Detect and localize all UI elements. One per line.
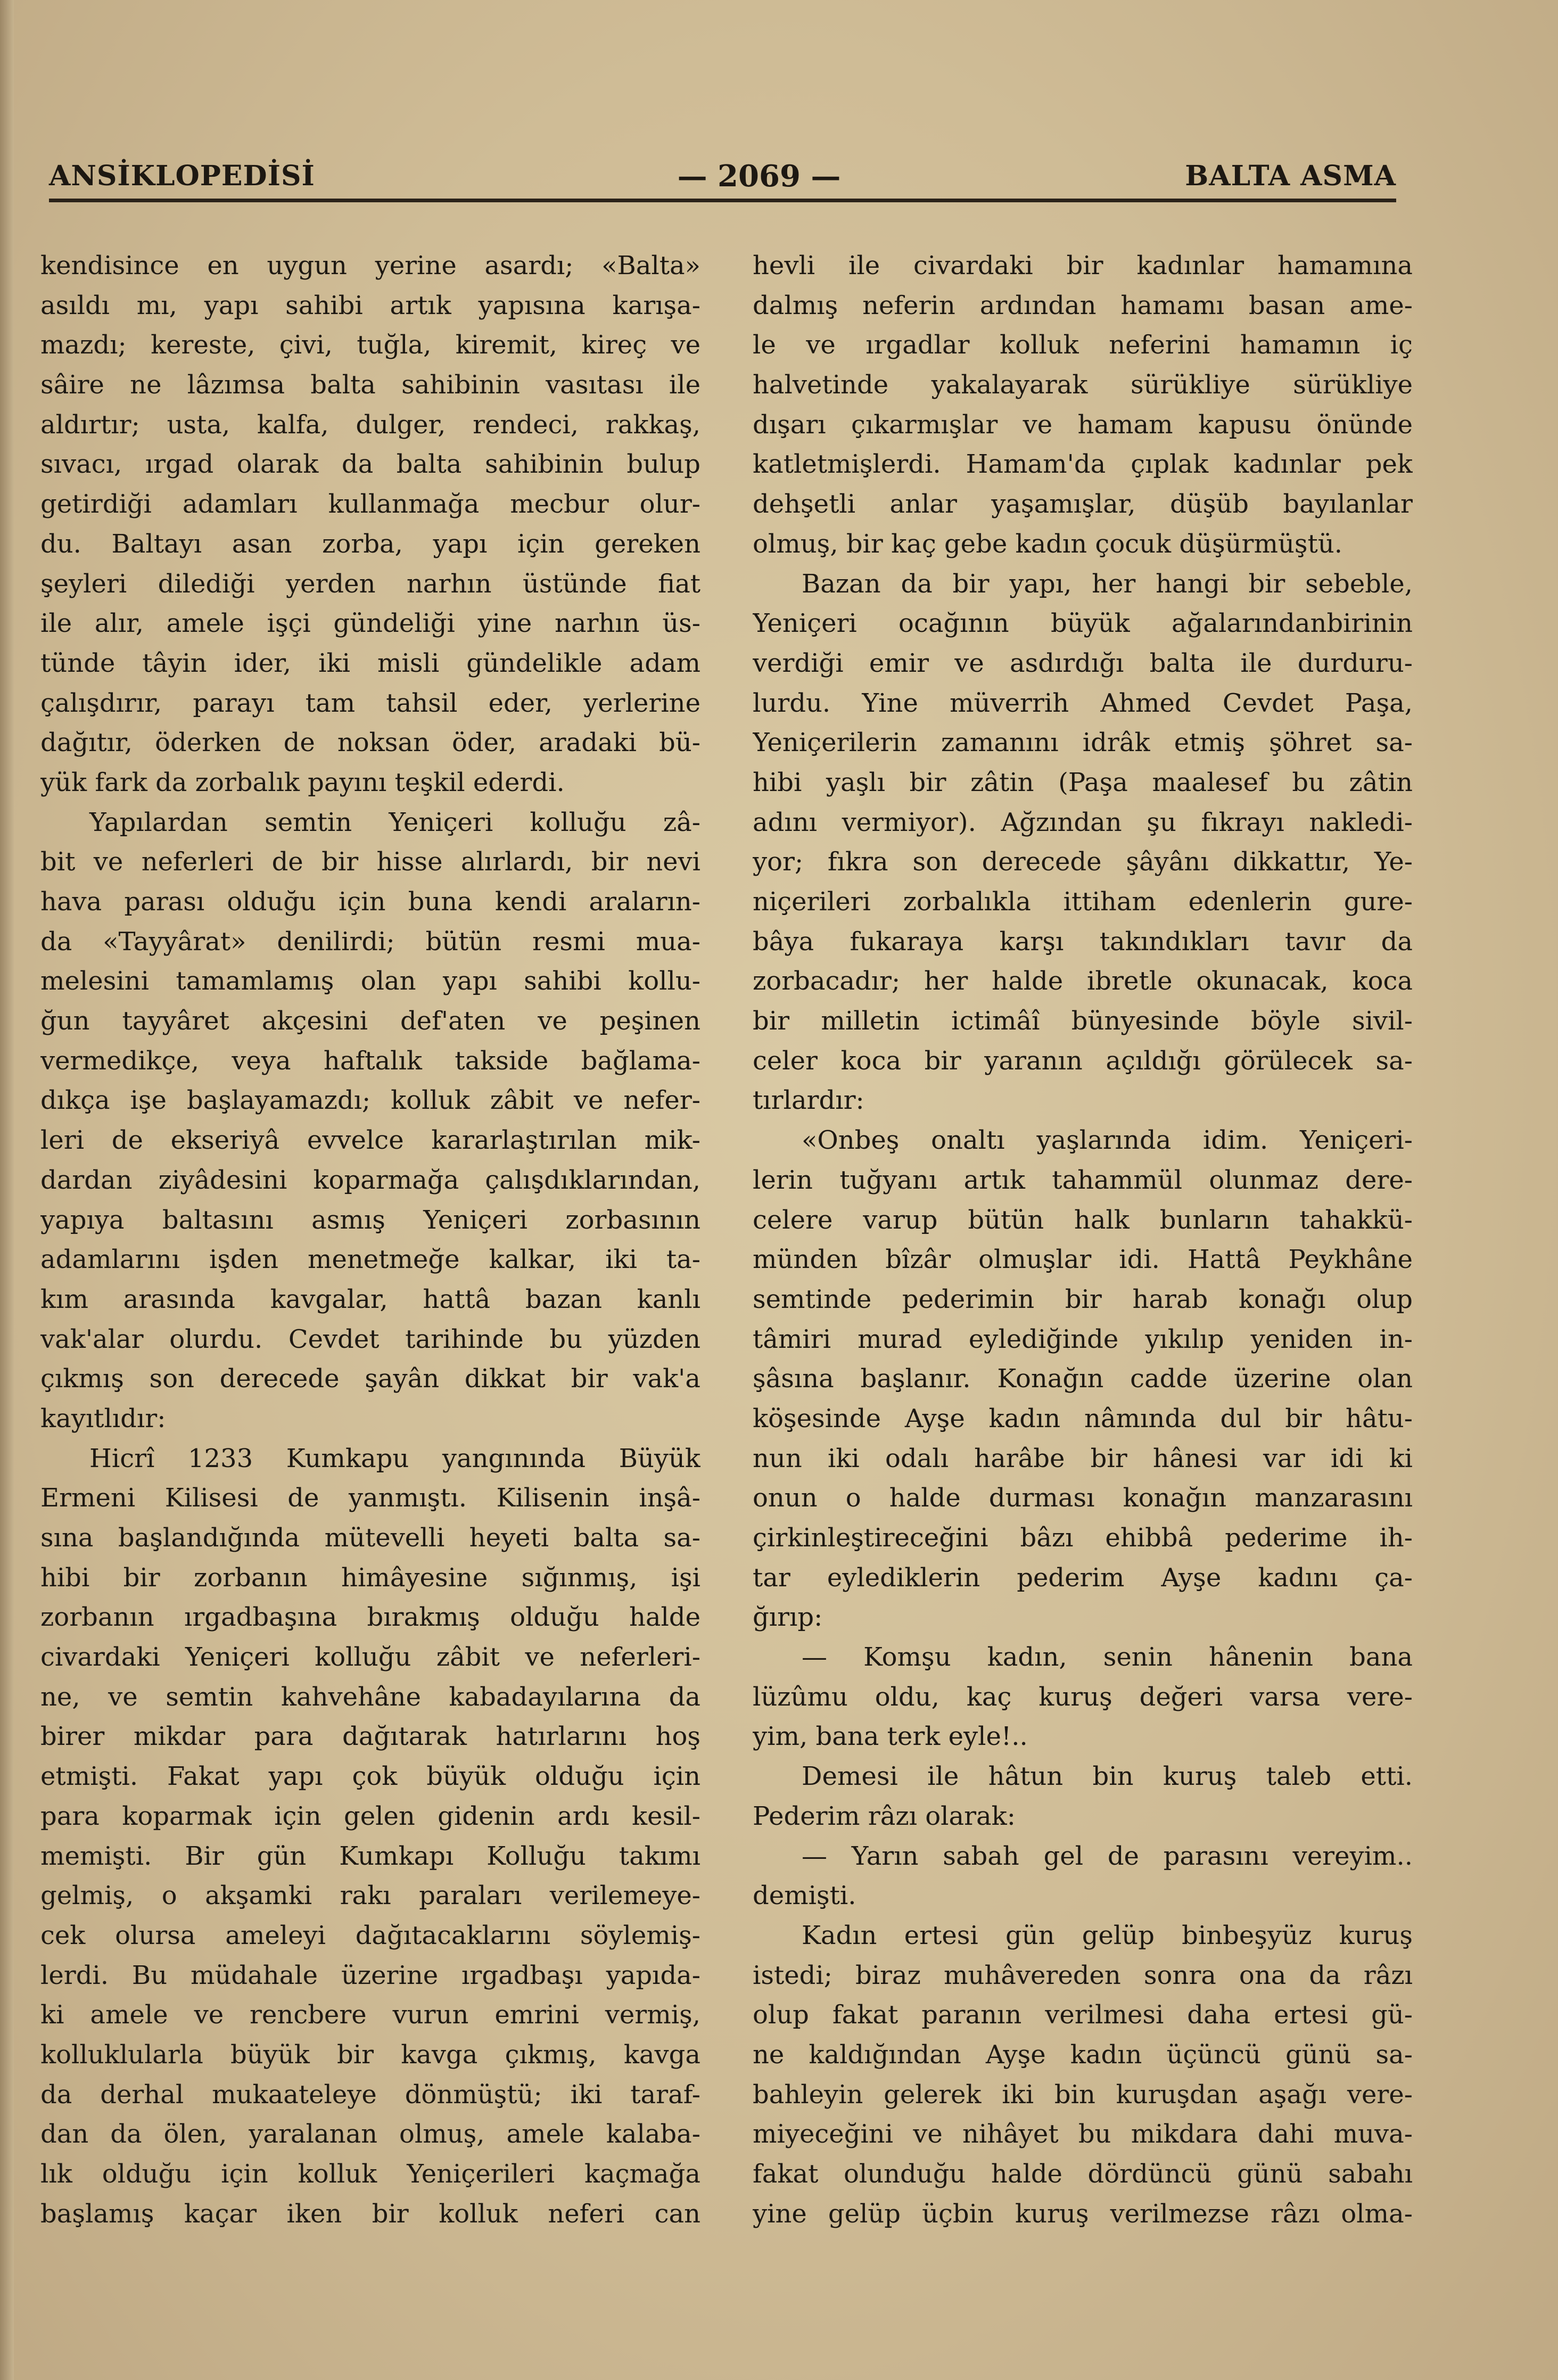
text-line: şeyleri dilediği yerden narhın üstünde fiat xyxy=(40,569,700,599)
text-line: dan da ölen, yaralanan olmuş, amele kalaba- xyxy=(40,2119,700,2150)
text-line: münden bîzâr olmuşlar idi. Hattâ Peykhâne xyxy=(753,1245,1413,1275)
text-line: mazdı; kereste, çivi, tuğla, kiremit, kireç ve xyxy=(40,330,700,360)
header-right-title: BALTA ASMA xyxy=(1185,160,1396,192)
text-line: sına başlandığında mütevelli heyeti balta sa- xyxy=(40,1523,700,1553)
text-line: civardaki Yeniçeri kolluğu zâbit ve neferleri- xyxy=(40,1642,700,1673)
text-line: sâire ne lâzımsa balta sahibinin vasıtası ile xyxy=(40,370,700,400)
text-line: yor; fıkra son derecede şâyânı dikkattır, Ye- xyxy=(753,847,1413,877)
text-line: yapıya baltasını asmış Yeniçeri zorbasının xyxy=(40,1205,700,1235)
text-line: nun iki odalı harâbe bir hânesi var idi ki xyxy=(753,1443,1413,1473)
text-line: kolluklularla büyük bir kavga çıkmış, kavga xyxy=(40,2039,700,2070)
paragraph-end-line: tırlardır: xyxy=(753,1085,864,1116)
text-line: bir milletin ictimâî bünyesinde böyle sivil- xyxy=(753,1006,1413,1036)
text-line: fakat olunduğu halde dördüncü günü sabahı xyxy=(753,2159,1413,2189)
text-line: celer koca bir yaranın açıldığı görülecek sa- xyxy=(753,1045,1413,1076)
text-line: zorbanın ırgadbaşına bırakmış olduğu halde xyxy=(40,1602,700,1633)
header-left-title: ANSİKLOPEDİSİ xyxy=(49,160,315,192)
text-line: dardan ziyâdesini koparmağa çalışdıklarından, xyxy=(40,1165,700,1195)
text-line: Hicrî 1233 Kumkapu yangınında Büyük xyxy=(89,1443,700,1473)
paragraph-end-line: kayıtlıdır: xyxy=(40,1403,166,1434)
text-line: ile alır, amele işçi gündeliği yine narhın üs- xyxy=(40,608,700,639)
text-line: Demesi ile hâtun bin kuruş taleb etti. xyxy=(802,1761,1413,1792)
text-line: hibi bir zorbanın himâyesine sığınmış, işi xyxy=(40,1562,700,1593)
text-line: adını vermiyor). Ağzından şu fıkrayı nakledi- xyxy=(753,807,1413,837)
text-line: ne kaldığından Ayşe kadın üçüncü günü sa- xyxy=(753,2039,1413,2070)
text-line: lurdu. Yine müverrih Ahmed Cevdet Paşa, xyxy=(753,688,1413,718)
paragraph-end-line: olmuş, bir kaç gebe kadın çocuk düşürmüştü. xyxy=(753,529,1343,559)
page-number: — 2069 — xyxy=(677,159,841,194)
text-line: bahleyin gelerek iki bin kuruşdan aşağı vere- xyxy=(753,2079,1413,2110)
text-line: lüzûmu oldu, kaç kuruş değeri varsa vere- xyxy=(753,1682,1413,1712)
text-line: yine gelüp üçbin kuruş verilmezse râzı olma- xyxy=(753,2198,1413,2229)
text-line: çirkinleştireceğini bâzı ehibbâ pederime ih- xyxy=(753,1523,1413,1553)
text-line: Kadın ertesi gün gelüp binbeşyüz kuruş xyxy=(802,1920,1413,1950)
text-line: Yeniçerilerin zamanını idrâk etmiş şöhret sa- xyxy=(753,728,1413,758)
text-line: para koparmak için gelen gidenin ardı kesil- xyxy=(40,1801,700,1831)
paragraph-end-line: Pederim râzı olarak: xyxy=(753,1801,1016,1831)
text-line: bit ve neferleri de bir hisse alırlardı, bir nevi xyxy=(40,847,700,877)
text-line: Ermeni Kilisesi de yanmıştı. Kilisenin inşâ- xyxy=(40,1483,700,1513)
text-line: tâmiri murad eylediğinde yıkılıp yeniden in- xyxy=(753,1324,1413,1354)
text-line: lerin tuğyanı artık tahammül olunmaz dere- xyxy=(753,1165,1413,1195)
text-line: tar eylediklerin pederim Ayşe kadını ça- xyxy=(753,1562,1413,1593)
text-line: dehşetli anlar yaşamışlar, düşüb bayılanlar xyxy=(753,489,1413,520)
text-line: hibi yaşlı bir zâtin (Paşa maalesef bu zâtin xyxy=(753,767,1413,797)
text-line: semtinde pederimin bir harab konağı olup xyxy=(753,1284,1413,1314)
text-line: verdiği emir ve asdırdığı balta ile durduru- xyxy=(753,648,1413,678)
text-line: istedi; biraz muhâvereden sonra ona da râzı xyxy=(753,1960,1413,1990)
text-line: «Onbeş onaltı yaşlarında idim. Yeniçeri- xyxy=(802,1125,1413,1156)
text-line: birer mikdar para dağıtarak hatırlarını hoş xyxy=(40,1722,700,1752)
text-line: asıldı mı, yapı sahibi artık yapısına karışa- xyxy=(40,290,700,320)
text-line: du. Baltayı asan zorba, yapı için gereken xyxy=(40,529,700,559)
text-line: aldırtır; usta, kalfa, dulger, rendeci, rakkaş, xyxy=(40,409,700,440)
text-line: katletmişlerdi. Hamam'da çıplak kadınlar pek xyxy=(753,449,1413,480)
text-line: — Yarın sabah gel de parasını vereyim.. xyxy=(802,1841,1413,1871)
running-header xyxy=(0,0,1558,213)
text-line: tünde tâyin ider, iki misli gündelikle adam xyxy=(40,648,700,678)
paragraph-end-line: yük fark da zorbalık payını teşkil ederdi. xyxy=(40,767,565,797)
text-line: hava parası olduğu için buna kendi araların- xyxy=(40,887,700,917)
text-line: — Komşu kadın, senin hânenin bana xyxy=(802,1642,1413,1673)
text-line: kım arasında kavgalar, hattâ bazan kanlı xyxy=(40,1284,700,1314)
text-line: vermedikçe, veya haftalık takside bağlama- xyxy=(40,1045,700,1076)
text-line: da «Tayyârat» denilirdi; bütün resmi mua- xyxy=(40,926,700,957)
text-line: ki amele ve rencbere vurun emrini vermiş, xyxy=(40,2000,700,2030)
text-line: melesini tamamlamış olan yapı sahibi kollu- xyxy=(40,966,700,997)
text-line: çıkmış son derecede şayân dikkat bir vak'a xyxy=(40,1364,700,1394)
text-line: memişti. Bir gün Kumkapı Kolluğu takımı xyxy=(40,1841,700,1871)
text-line: çalışdırır, parayı tam tahsil eder, yerlerine xyxy=(40,688,700,718)
text-line: onun o halde durması konağın manzarasını xyxy=(753,1483,1413,1513)
text-line: ğun tayyâret akçesini def'aten ve peşinen xyxy=(40,1006,700,1036)
text-line: başlamış kaçar iken bir kolluk neferi can xyxy=(40,2198,700,2229)
paragraph-end-line: ğırıp: xyxy=(753,1602,823,1633)
page-binding-edge xyxy=(0,0,14,2380)
text-line: celere varup bütün halk bunların tahakkü- xyxy=(753,1205,1413,1235)
text-line: dalmış neferin ardından hamamı basan ame- xyxy=(753,290,1413,320)
text-line: lerdi. Bu müdahale üzerine ırgadbaşı yapıda- xyxy=(40,1960,700,1990)
text-line: leri de ekseriyâ evvelce kararlaştırılan mik- xyxy=(40,1125,700,1156)
text-line: gelmiş, o akşamki rakı paraları verilemeye- xyxy=(40,1881,700,1911)
text-line: bâya fukaraya karşı takındıkları tavır da xyxy=(753,926,1413,957)
text-line: halvetinde yakalayarak sürükliye sürükliye xyxy=(753,370,1413,400)
text-line: Bazan da bir yapı, her hangi bir sebeble, xyxy=(802,569,1413,599)
text-line: niçerileri zorbalıkla ittiham edenlerin gure- xyxy=(753,887,1413,917)
text-line: kendisince en uygun yerine asardı; «Balta» xyxy=(40,251,700,281)
text-line: sıvacı, ırgad olarak da balta sahibinin bulup xyxy=(40,449,700,480)
text-line: Yapılardan semtin Yeniçeri kolluğu zâ- xyxy=(89,807,700,837)
text-line: adamlarını işden menetmeğe kalkar, iki ta- xyxy=(40,1245,700,1275)
text-line: etmişti. Fakat yapı çok büyük olduğu için xyxy=(40,1761,700,1792)
right-text-column xyxy=(753,246,1413,2234)
text-line: dışarı çıkarmışlar ve hamam kapusu önünde xyxy=(753,409,1413,440)
text-line: cek olursa ameleyi dağıtacaklarını söylemiş- xyxy=(40,1920,700,1950)
text-line: miyeceğini ve nihâyet bu mikdara dahi muva- xyxy=(753,2119,1413,2150)
text-line: lık olduğu için kolluk Yeniçerileri kaçmağa xyxy=(40,2159,700,2189)
text-line: zorbacadır; her halde ibretle okunacak, koca xyxy=(753,966,1413,997)
text-line: getirdiği adamları kullanmağa mecbur olur- xyxy=(40,489,700,520)
text-line: le ve ırgadlar kolluk neferini hamamın iç xyxy=(753,330,1413,360)
text-line: hevli ile civardaki bir kadınlar hamamına xyxy=(753,251,1413,281)
text-line: vak'alar olurdu. Cevdet tarihinde bu yüzden xyxy=(40,1324,700,1354)
text-line: köşesinde Ayşe kadın nâmında dul bir hâtu- xyxy=(753,1403,1413,1434)
text-line: ne, ve semtin kahvehâne kabadayılarına da xyxy=(40,1682,700,1712)
text-line: dağıtır, öderken de noksan öder, aradaki bü- xyxy=(40,728,700,758)
paragraph-end-line: demişti. xyxy=(753,1881,856,1911)
left-text-column xyxy=(40,246,700,2234)
text-line: olup fakat paranın verilmesi daha ertesi gü- xyxy=(753,2000,1413,2030)
text-line: da derhal mukaateleye dönmüştü; iki taraf- xyxy=(40,2079,700,2110)
paragraph-end-line: yim, bana terk eyle!.. xyxy=(753,1722,1028,1752)
text-line: Yeniçeri ocağının büyük ağalarındanbirinin xyxy=(753,608,1413,639)
text-line: dıkça işe başlayamazdı; kolluk zâbit ve nefer- xyxy=(40,1085,700,1116)
text-line: şâsına başlanır. Konağın cadde üzerine olan xyxy=(753,1364,1413,1394)
header-rule xyxy=(49,199,1396,202)
